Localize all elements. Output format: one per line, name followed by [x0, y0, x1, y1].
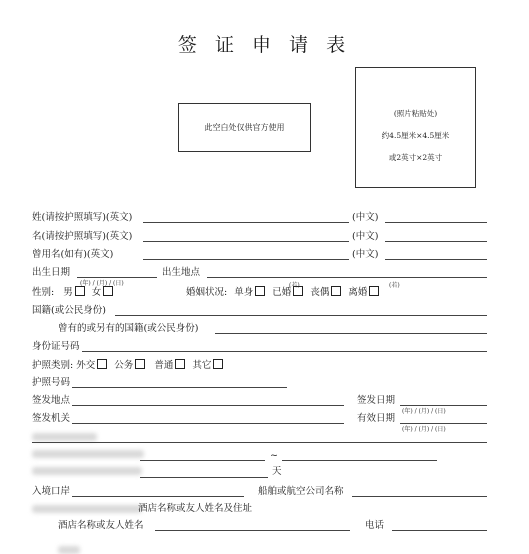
official-use-label: 此空白处仅供官方使用 — [204, 123, 285, 132]
birth-date-hint: (年) / (月) / (日) — [80, 280, 124, 287]
former-name-cn-field[interactable] — [385, 259, 487, 260]
ordinary-label: 普通 — [154, 360, 174, 371]
redacted-text — [32, 467, 142, 475]
surname-label: 姓(请按护照填写)(英文) — [32, 212, 133, 223]
expiry-date-label: 有效日期 — [357, 413, 396, 424]
photo-box — [355, 67, 476, 188]
given-name-cn-label: (中文) — [352, 231, 379, 242]
former-name-label: 曾用名(如有)(英文) — [32, 249, 114, 260]
single-checkbox[interactable] — [255, 286, 265, 296]
diplomatic-label: 外交 — [76, 360, 96, 371]
passport-type-label: 护照类别: — [32, 360, 74, 371]
male-checkbox[interactable] — [75, 286, 85, 296]
carrier-field[interactable] — [352, 496, 487, 497]
birth-date-label: 出生日期 — [32, 267, 71, 278]
other-checkbox[interactable] — [213, 359, 223, 369]
birth-place-label: 出生地点 — [162, 267, 201, 278]
other-label: 其它 — [192, 360, 212, 371]
official-use-box — [178, 103, 311, 152]
passport-type-row — [32, 359, 225, 372]
days-label: 天 — [272, 466, 282, 477]
photo-size-inch: 或2英寸×2英寸 — [388, 153, 443, 162]
married-hint: (若) — [289, 282, 300, 289]
gender-label: 性别: — [32, 287, 55, 298]
issue-authority-field[interactable] — [72, 423, 344, 424]
birth-place-field[interactable] — [207, 277, 487, 278]
issue-date-hint: (年) / (月) / (日) — [402, 408, 446, 415]
stay-from-field[interactable] — [140, 460, 265, 461]
redacted-text — [58, 546, 80, 554]
issue-place-field[interactable] — [72, 405, 344, 406]
given-name-cn-field[interactable] — [385, 241, 487, 242]
hotel-name-label: 酒店名称或友人姓名 — [58, 520, 144, 531]
given-name-en-field[interactable] — [143, 241, 349, 242]
single-label: 单身 — [234, 287, 254, 298]
male-label: 男 — [63, 287, 73, 298]
expiry-date-hint: (年) / (月) / (日) — [402, 426, 446, 433]
nationality-label: 国籍(或公民身份) — [32, 305, 106, 316]
entry-port-label: 入境口岸 — [32, 486, 71, 497]
former-name-en-field[interactable] — [143, 259, 349, 260]
gender-row — [32, 286, 115, 299]
given-name-label: 名(请按护照填写)(英文) — [32, 231, 133, 242]
nationality-field[interactable] — [115, 315, 487, 316]
hotel-name-field[interactable] — [155, 530, 350, 531]
female-label: 女 — [91, 287, 102, 298]
marital-label: 婚姻状况: — [186, 287, 228, 298]
hotel-header-label: 酒店名称或友人姓名及住址 — [138, 503, 253, 514]
former-nationality-field[interactable] — [215, 333, 487, 334]
marital-row — [186, 286, 381, 299]
widowed-checkbox[interactable] — [331, 286, 341, 296]
surname-en-field[interactable] — [143, 222, 349, 223]
issue-place-label: 签发地点 — [32, 395, 71, 406]
passport-number-label: 护照号码 — [32, 377, 71, 388]
widowed-label: 丧偶 — [310, 287, 330, 298]
tilde-separator: ~ — [270, 450, 278, 461]
ordinary-checkbox[interactable] — [175, 359, 185, 369]
stay-to-field[interactable] — [282, 460, 437, 461]
photo-label: (照片粘贴处) — [393, 109, 438, 118]
divorced-label: 离婚 — [348, 287, 368, 298]
redacted-field[interactable] — [32, 442, 487, 443]
form-title: 签 证 申 请 表 — [177, 34, 352, 56]
redacted-text — [32, 450, 144, 458]
id-number-field[interactable] — [82, 351, 487, 352]
official-label: 公务 — [114, 360, 134, 371]
phone-label: 电话 — [365, 520, 385, 531]
female-checkbox[interactable] — [103, 286, 113, 296]
divorced-hint: (若) — [389, 282, 400, 289]
redacted-text — [32, 433, 97, 441]
divorced-checkbox[interactable] — [369, 286, 379, 296]
redacted-text — [32, 505, 142, 513]
diplomatic-checkbox[interactable] — [97, 359, 107, 369]
former-nationality-label: 曾有的或另有的国籍(或公民身份) — [58, 323, 199, 334]
stay-days-field[interactable] — [140, 477, 268, 478]
phone-field[interactable] — [392, 530, 487, 531]
surname-cn-field[interactable] — [385, 222, 487, 223]
passport-number-field[interactable] — [72, 387, 287, 388]
photo-size-cm: 约4.5厘米×4.5厘米 — [381, 131, 450, 140]
entry-port-field[interactable] — [72, 496, 244, 497]
carrier-label: 船舶或航空公司名称 — [258, 486, 344, 497]
former-name-cn-label: (中文) — [352, 249, 379, 260]
issue-authority-label: 签发机关 — [32, 413, 71, 424]
official-checkbox[interactable] — [135, 359, 145, 369]
married-label: 已婚 — [272, 287, 292, 298]
id-number-label: 身份证号码 — [32, 341, 80, 352]
issue-date-label: 签发日期 — [357, 395, 396, 406]
surname-cn-label: (中文) — [352, 212, 379, 223]
